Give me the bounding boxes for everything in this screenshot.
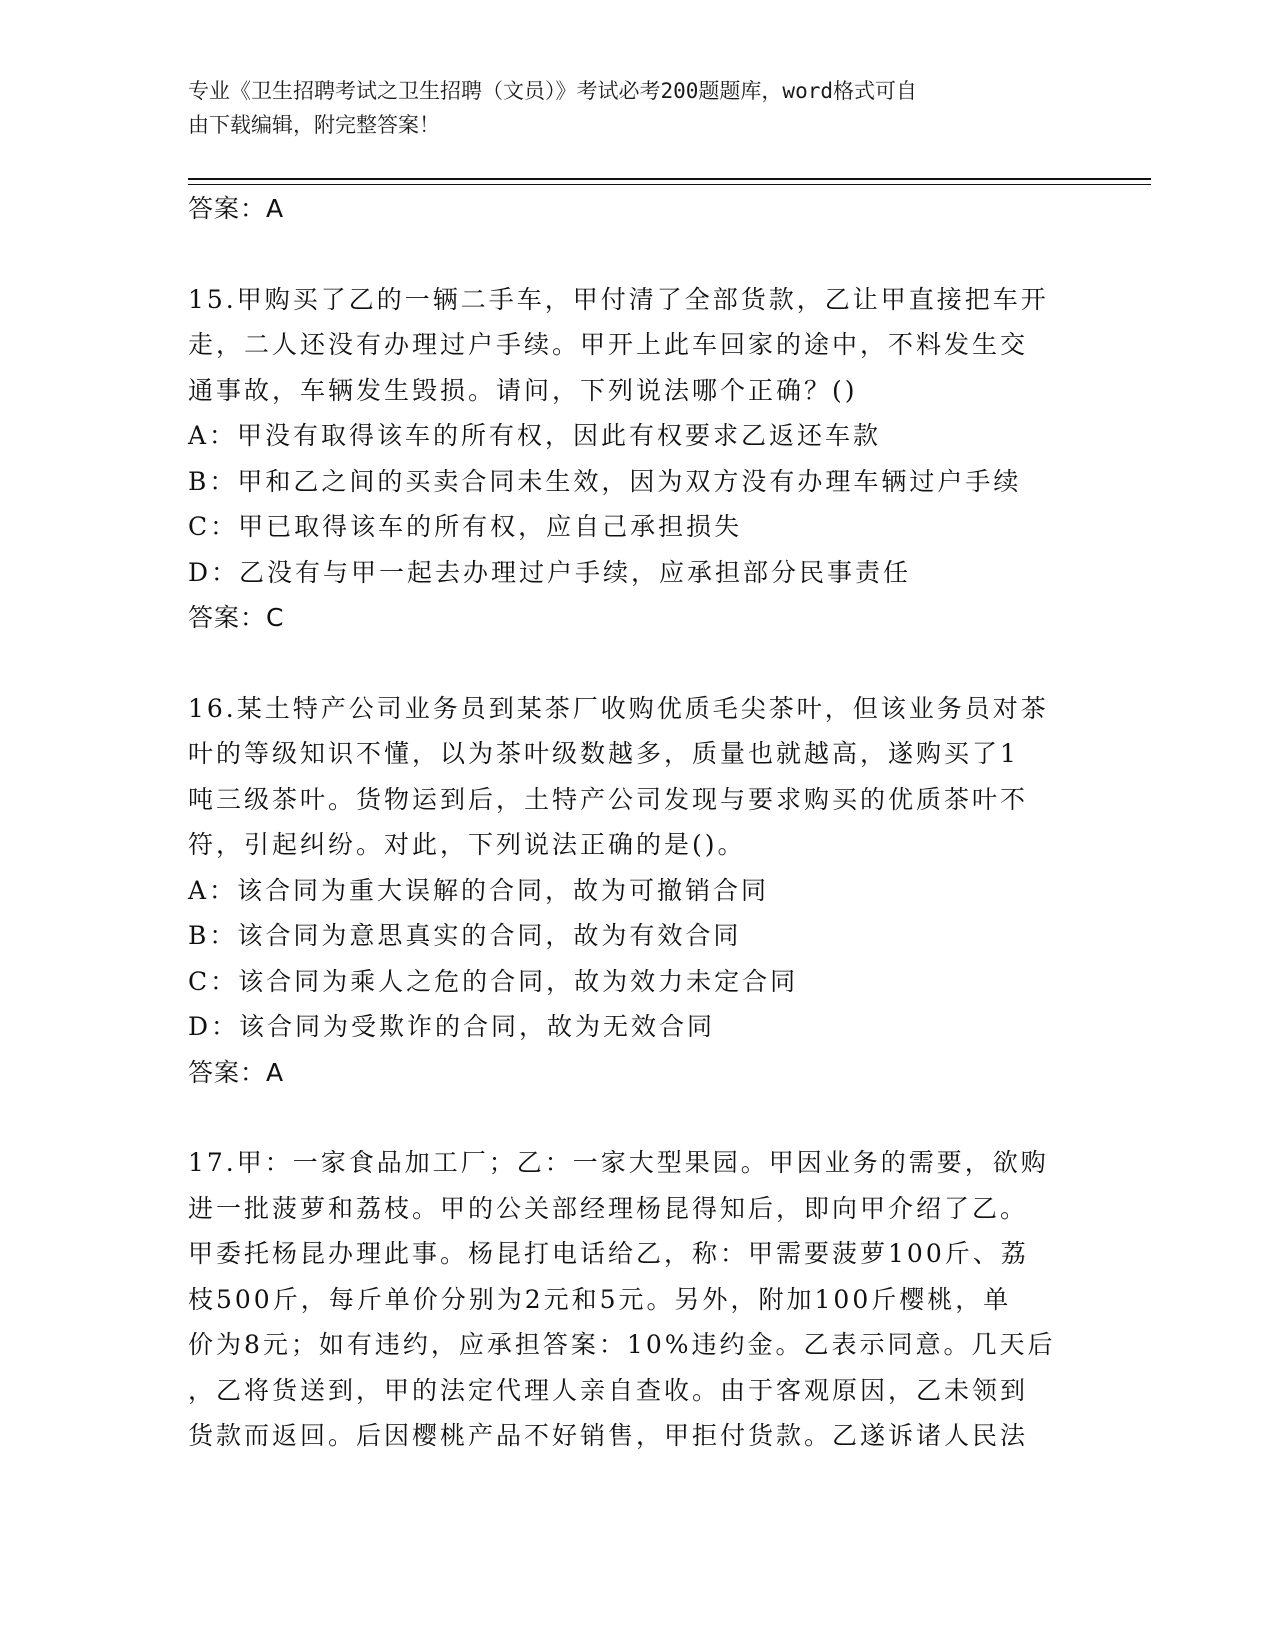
question-text-line: ，乙将货送到，甲的法定代理人亲自查收。由于客观原因，乙未领到 (188, 1375, 1029, 1405)
question-content (188, 186, 1088, 1459)
option-c: C：该合同为乘人之危的合同，故为效力未定合同 (188, 966, 799, 996)
option-d: D：该合同为受欺诈的合同，故为无效合同 (188, 1012, 716, 1041)
header-line-1: 专业《卫生招聘考试之卫生招聘（文员）》考试必考200题题库，word格式可自 (188, 79, 917, 103)
question-text-line: 货款而返回。后因樱桃产品不好销售，甲拒付货款。乙遂诉诸人民法 (188, 1421, 1029, 1450)
question-text-line: 叶的等级知识不懂，以为茶叶级数越多，质量也就越高，遂购买了1 (188, 739, 1019, 768)
option-b: B：甲和乙之间的买卖合同未生效，因为双方没有办理车辆过户手续 (188, 466, 1022, 496)
question-text-line: 甲委托杨昆办理此事。杨昆打电话给乙，称：甲需要菠萝100斤、荔 (188, 1239, 1029, 1268)
question-text-line: 17.甲：一家食品加工厂；乙：一家大型果园。甲因业务的需要，欲购 (188, 1148, 1049, 1177)
question-text-line: 吨三级茶叶。货物运到后，土特产公司发现与要求购买的优质茶叶不 (188, 784, 1029, 814)
answer-label: 答案：A (188, 194, 285, 223)
question-text-line: 16.某土特产公司业务员到某茶厂收购优质毛尖茶叶，但该业务员对茶 (188, 693, 1049, 723)
question-text-line: 价为8元；如有违约，应承担答案：10%违约金。乙表示同意。几天后 (188, 1330, 1056, 1359)
option-c: C：甲已取得该车的所有权，应自己承担损失 (188, 512, 743, 541)
question-text-line: 进一批菠萝和荔枝。甲的公关部经理杨昆得知后，即向甲介绍了乙。 (188, 1193, 1029, 1223)
question-17 (188, 1140, 1088, 1459)
question-text-line: 15.甲购买了乙的一辆二手车，甲付清了全部货款，乙让甲直接把车开 (188, 284, 1049, 314)
question-text-line: 通事故，车辆发生毁损。请问，下列说法哪个正确？() (188, 375, 858, 405)
question-15 (188, 277, 1088, 641)
option-a: A：该合同为重大误解的合同，故为可撤销合同 (188, 875, 770, 905)
option-a: A：甲没有取得该车的所有权，因此有权要求乙返还车款 (188, 421, 882, 450)
question-text-line: 符，引起纠纷。对此，下列说法正确的是()。 (188, 830, 746, 859)
question-text-line: 枝500斤，每斤单价分别为2元和5元。另外，附加100斤樱桃，单 (188, 1284, 1012, 1314)
question-16 (188, 686, 1088, 1096)
header-divider-thin (188, 184, 1151, 185)
question-text-line: 走，二人还没有办理过户手续。甲开上此车回家的途中，不料发生交 (188, 330, 1029, 359)
page-header (188, 74, 1068, 142)
option-d: D：乙没有与甲一起去办理过户手续，应承担部分民事责任 (188, 557, 912, 587)
header-line-2: 由下载编辑，附完整答案！ (188, 113, 440, 137)
header-divider-thick (188, 178, 1151, 180)
option-b: B：该合同为意思真实的合同，故为有效合同 (188, 921, 742, 950)
answer-label: 答案：C (188, 603, 285, 632)
answer-label: 答案：A (188, 1057, 285, 1087)
